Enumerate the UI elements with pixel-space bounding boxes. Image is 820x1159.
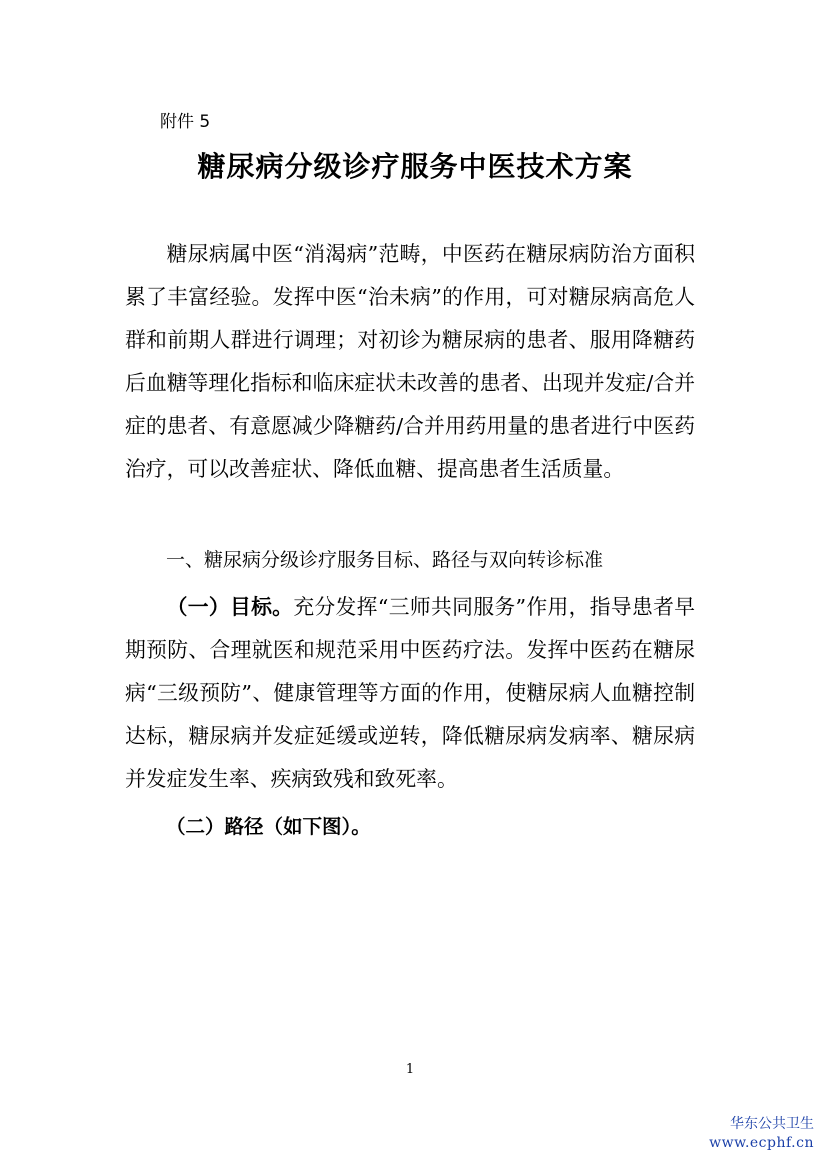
watermark-name: 华东公共卫生 [730, 1116, 814, 1132]
goal-paragraph [125, 586, 695, 801]
attachment-label: 附件 5 [160, 112, 211, 132]
page-number: 1 [405, 1062, 415, 1077]
intro-paragraph: 糖尿病属中医“消渴病”范畴，中医药在糖尿病防治方面积累了丰富经验。发挥中医“治未病”的作用，可对糖尿病高危人群和前期人群进行调理；对初诊为糖尿病的患者、服用降糖药后血糖等理化指标和临床症状未改善的患者、出现并发症/合并症的患者、有意愿减少降糖药/合并用药用量的患者进行中医药治疗，可以改善症状、降低血糖、提高患者生活质量。 [125, 242, 695, 481]
section-heading-1: 一、糖尿病分级诊疗服务目标、路径与双向转诊标准 [166, 549, 604, 571]
goal-text: 充分发挥“三师共同服务”作用，指导患者早期预防、合理就医和规范采用中医药疗法。发挥中医药在糖尿病“三级预防”、健康管理等方面的作用，使糖尿病人血糖控制达标，糖尿病并发症延缓或逆转，降低糖尿病发病率、糖尿病并发症发生率、疾病致残和致死率。 [125, 595, 696, 791]
watermark [709, 1115, 814, 1153]
watermark-url[interactable]: www.ecphf.cn [709, 1135, 814, 1151]
document-title: 糖尿病分级诊疗服务中医技术方案 [197, 150, 633, 183]
path-heading: （二）路径（如下图）。 [166, 815, 371, 838]
goal-label: （一）目标。 [166, 595, 294, 619]
